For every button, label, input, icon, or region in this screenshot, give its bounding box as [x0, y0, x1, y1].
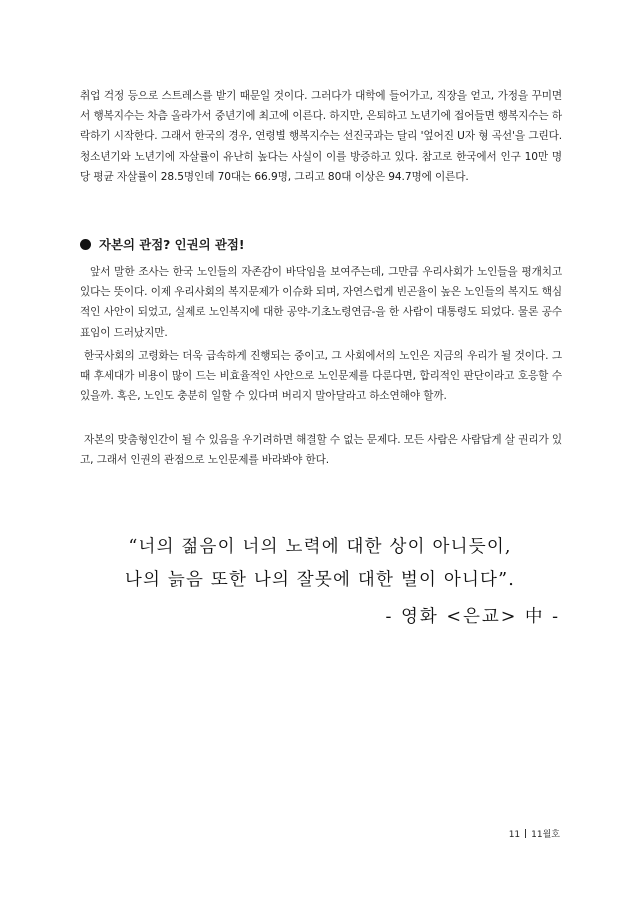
section-heading: [80, 236, 244, 254]
issue-label: 11월호: [531, 830, 560, 840]
quote-line-1: “너의 젊음이 너의 노력에 대한 상이 아니듯이,: [128, 537, 512, 557]
page-number: 11: [508, 830, 521, 840]
body-paragraph-1: 앞서 말한 조사는 한국 노인들의 자존감이 바닥임을 보여주는데, 그만큼 우리사회가 노인들을 평개치고 있다는 뜻이다. 이제 우리사회의 복지문제가 이슈화 되며, 자연스럽게 빈곤율이 높은 노인들의 복지도 핵심적인 사안이 되었고, 실제로 노인복지에 대한 공약-기초노령연금-을 한 사람이 대통령도 되었다. 물론 공수표임이 드러났지만.: [80, 266, 562, 339]
body-paragraph-2: 한국사회의 고령화는 더욱 급속하게 진행되는 중이고, 그 사회에서의 노인은 지금의 우리가 될 것이다. 그때 후세대가 비용이 많이 드는 비효율적인 사안으로 노인문제를 다룬다면, 합리적인 판단이라고 호응할 수 있을까. 혹은, 노인도 충분히 일할 수 있다며 버리지 말아달라고 하소연해야 할까.: [80, 350, 562, 403]
bullet-icon: [80, 239, 91, 250]
section-heading-text: 자본의 관점? 인권의 관점!: [99, 237, 245, 252]
body-paragraph-3: 자본의 맞춤형인간이 될 수 있음을 우기려하면 해결할 수 없는 문제다. 모든 사람은 사람답게 살 권리가 있고, 그래서 인권의 관점으로 노인문제를 바라봐야 한다.: [80, 434, 562, 467]
page-footer: [509, 829, 560, 841]
quote-line-2: 나의 늙음 또한 나의 잘못에 대한 벌이 아니다”.: [124, 570, 516, 590]
quote-source: - 영화 <은교> 中 -: [385, 607, 560, 627]
footer-separator: [525, 829, 526, 838]
intro-paragraph: 취업 걱정 등으로 스트레스를 받기 때문일 것이다. 그러다가 대학에 들어가고, 직장을 얻고, 가정을 꾸미면서 행복지수는 차츰 올라가서 중년기에 최고에 이른다. 하지만, 은퇴하고 노년기에 접어들면 행복지수는 하락하기 시작한다. 그래서 한국의 경우, 연령별 행복지수는 선진국과는 달리 '엎어진 U자 형 곡선'을 그린다. 청소년기와 노년기에 자살률이 유난히 높다는 사실이 이를 방증하고 있다. 참고로 한국에서 인구 10만 명당 평균 자살률이 28.5명인데 70대는 66.9명, 그리고 80대 이상은 94.7명에 이른다.: [80, 90, 562, 183]
